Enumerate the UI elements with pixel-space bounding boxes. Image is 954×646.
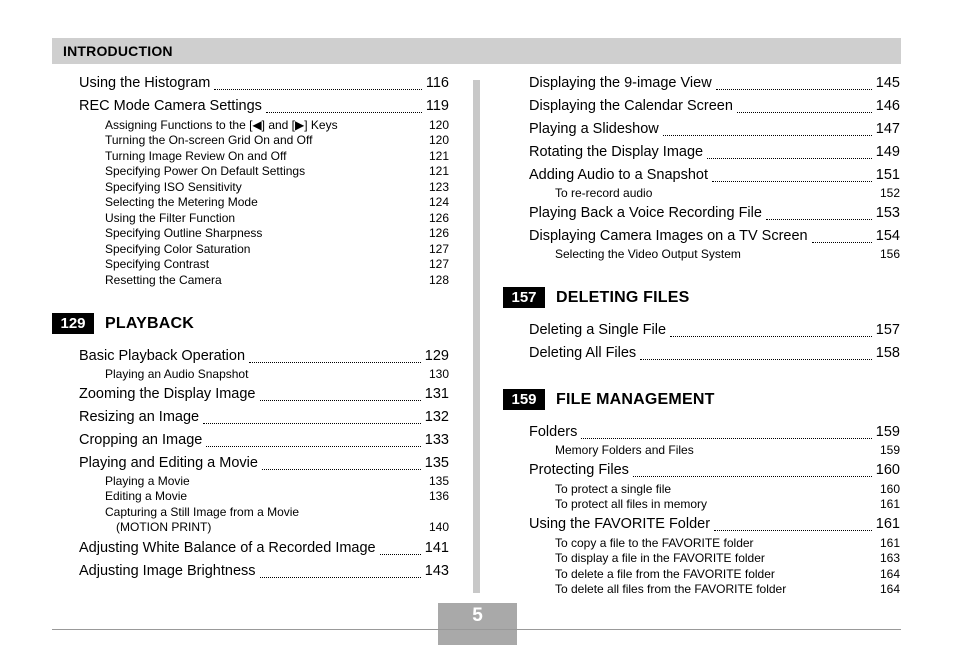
- leader-dots: [766, 219, 872, 220]
- section-title: PLAYBACK: [105, 314, 195, 332]
- toc-entry-title: Cropping an Image: [79, 432, 203, 448]
- toc-entry[interactable]: [79, 98, 449, 118]
- toc-entry[interactable]: [79, 455, 449, 475]
- toc-entry-title: Deleting All Files: [529, 345, 637, 361]
- toc-entry-title: To delete all files from the FAVORITE folder: [555, 582, 787, 596]
- leader-dots: [249, 362, 421, 363]
- toc-entry[interactable]: [529, 424, 900, 444]
- toc-entry-page: 161: [875, 516, 900, 532]
- toc-entry-page: 120: [428, 133, 449, 147]
- leader-dots: [640, 359, 872, 360]
- leader-dots: [581, 438, 871, 439]
- toc-entry-page: 160: [875, 462, 900, 478]
- toc-entry[interactable]: [79, 540, 449, 560]
- toc-entry[interactable]: [79, 386, 449, 406]
- toc-entry[interactable]: [79, 563, 449, 583]
- toc-subentry[interactable]: [105, 505, 449, 521]
- toc-entry-title: Specifying Color Saturation: [105, 242, 251, 256]
- toc-entry-title: Assigning Functions to the [◀] and [▶] Keys: [105, 118, 338, 132]
- toc-entry[interactable]: [529, 75, 900, 95]
- leader-dots: [262, 469, 421, 470]
- column-divider: [473, 80, 480, 593]
- section-page-badge: 157: [503, 287, 545, 308]
- leader-dots: [633, 476, 872, 477]
- toc-entry-page: 145: [875, 75, 900, 91]
- toc-entry-page: 133: [424, 432, 449, 448]
- toc-entry-page: 130: [428, 367, 449, 381]
- toc-entry-page: 135: [428, 474, 449, 488]
- toc-subentry[interactable]: [555, 247, 900, 263]
- toc-entry-page: 128: [428, 273, 449, 287]
- toc-entry[interactable]: [529, 462, 900, 482]
- toc-entry-title: Deleting a Single File: [529, 322, 667, 338]
- toc-entry-title: (MOTION PRINT): [116, 520, 212, 534]
- toc-subentry[interactable]: [555, 567, 900, 583]
- toc-subentry[interactable]: [555, 443, 900, 459]
- toc-entry-title: Specifying Outline Sharpness: [105, 226, 263, 240]
- toc-subentry[interactable]: [105, 273, 449, 289]
- section-heading[interactable]: [503, 389, 715, 410]
- toc-entry-page: 159: [879, 443, 900, 457]
- toc-entry-title: Resetting the Camera: [105, 273, 222, 287]
- toc-entry-title: Adding Audio to a Snapshot: [529, 167, 708, 183]
- toc-entry-title: To display a file in the FAVORITE folder: [555, 551, 765, 565]
- toc-entry-page: 131: [424, 386, 449, 402]
- toc-entry-title: Specifying Contrast: [105, 257, 210, 271]
- toc-entry-page: 136: [428, 489, 449, 503]
- toc-entry-title: Rotating the Display Image: [529, 144, 704, 160]
- leader-dots: [214, 89, 422, 90]
- toc-entry-page: 140: [428, 520, 449, 534]
- toc-entry-page: 161: [879, 536, 900, 550]
- toc-entry-page: 151: [875, 167, 900, 183]
- toc-entry-page: 121: [428, 164, 449, 178]
- toc-subentry[interactable]: [555, 551, 900, 567]
- toc-entry-title: To re-record audio: [555, 186, 653, 200]
- toc-entry-title: Selecting the Video Output System: [555, 247, 741, 261]
- section-title: FILE MANAGEMENT: [556, 390, 715, 408]
- toc-entry-page: 119: [425, 98, 449, 114]
- toc-subentry[interactable]: [555, 186, 900, 202]
- toc-entry-page: 123: [428, 180, 449, 194]
- toc-entry-title: Folders: [529, 424, 578, 440]
- header-title: INTRODUCTION: [63, 43, 173, 59]
- toc-entry-page: 116: [425, 75, 449, 91]
- toc-entry[interactable]: [79, 409, 449, 429]
- toc-entry-page: 163: [879, 551, 900, 565]
- section-title: DELETING FILES: [556, 288, 690, 306]
- leader-dots: [206, 446, 420, 447]
- toc-entry-title: Protecting Files: [529, 462, 629, 478]
- leader-dots: [260, 400, 421, 401]
- toc-entry-page: 164: [879, 582, 900, 596]
- toc-entry[interactable]: [529, 121, 900, 141]
- leader-dots: [737, 112, 872, 113]
- leader-dots: [266, 112, 422, 113]
- toc-subentry[interactable]: [555, 497, 900, 513]
- leader-dots: [203, 423, 421, 424]
- leader-dots: [712, 181, 872, 182]
- toc-entry[interactable]: [529, 228, 900, 248]
- toc-entry-title: Turning the On-screen Grid On and Off: [105, 133, 313, 147]
- toc-entry-title: REC Mode Camera Settings: [79, 98, 262, 114]
- toc-entry-page: 141: [424, 540, 449, 556]
- toc-entry-title: Playing and Editing a Movie: [79, 455, 258, 471]
- toc-subentry[interactable]: [555, 536, 900, 552]
- section-heading[interactable]: [52, 313, 194, 334]
- toc-entry-title: Using the Filter Function: [105, 211, 236, 225]
- toc-subentry[interactable]: [105, 118, 449, 134]
- section-page-badge: 159: [503, 389, 545, 410]
- toc-entry-title: Memory Folders and Files: [555, 443, 694, 457]
- toc-entry-title: Resizing an Image: [79, 409, 200, 425]
- section-heading[interactable]: [503, 287, 689, 308]
- toc-entry-page: 127: [428, 257, 449, 271]
- toc-subentry[interactable]: [105, 149, 449, 165]
- toc-subentry[interactable]: [105, 180, 449, 196]
- toc-entry-page: 126: [428, 226, 449, 240]
- page-number-tab: [438, 603, 517, 645]
- toc-entry-title: Specifying ISO Sensitivity: [105, 180, 242, 194]
- toc-entry-title: Displaying the 9-image View: [529, 75, 712, 91]
- toc-subentry[interactable]: [555, 482, 900, 498]
- toc-entry-page: 154: [875, 228, 900, 244]
- leader-dots: [380, 554, 421, 555]
- leader-dots: [812, 242, 872, 243]
- toc-entry[interactable]: [529, 205, 900, 225]
- leader-dots: [714, 530, 872, 531]
- leader-dots: [663, 135, 872, 136]
- toc-entry-page: 124: [428, 195, 449, 209]
- toc-entry-title: To copy a file to the FAVORITE folder: [555, 536, 754, 550]
- toc-entry-title: Adjusting White Balance of a Recorded Image: [79, 540, 376, 556]
- toc-entry-page: 132: [424, 409, 449, 425]
- toc-entry-title: Turning Image Review On and Off: [105, 149, 287, 163]
- page-number: 5: [472, 605, 483, 626]
- toc-entry-title: Displaying the Calendar Screen: [529, 98, 733, 114]
- toc-entry[interactable]: [529, 167, 900, 187]
- toc-entry-page: 127: [428, 242, 449, 256]
- toc-entry[interactable]: [529, 98, 900, 118]
- toc-entry-title: Using the Histogram: [79, 75, 211, 91]
- toc-entry[interactable]: [529, 322, 900, 342]
- toc-entry-title: Playing an Audio Snapshot: [105, 367, 249, 381]
- toc-entry-page: 126: [428, 211, 449, 225]
- toc-entry-page: 153: [875, 205, 900, 221]
- toc-entry[interactable]: [79, 348, 449, 368]
- toc-entry-page: 158: [875, 345, 900, 361]
- header-bar: [52, 38, 901, 64]
- toc-subentry[interactable]: [105, 133, 449, 149]
- toc-entry-title: Editing a Movie: [105, 489, 188, 503]
- toc-entry-page: 149: [875, 144, 900, 160]
- toc-entry[interactable]: [79, 432, 449, 452]
- toc-entry-page: 152: [879, 186, 900, 200]
- toc-entry-title: Capturing a Still Image from a Movie: [105, 505, 300, 519]
- toc-entry-page: 120: [428, 118, 449, 132]
- section-page-badge: 129: [52, 313, 94, 334]
- toc-subentry[interactable]: [555, 582, 900, 598]
- toc-entry-page: 129: [424, 348, 449, 364]
- toc-entry-title: Playing a Slideshow: [529, 121, 659, 137]
- toc-entry-title: Playing Back a Voice Recording File: [529, 205, 762, 221]
- toc-entry-title: To delete a file from the FAVORITE folder: [555, 567, 775, 581]
- toc-entry[interactable]: [529, 144, 900, 164]
- toc-entry-page: 159: [875, 424, 900, 440]
- toc-entry-page: 135: [424, 455, 449, 471]
- toc-subentry[interactable]: [105, 226, 449, 242]
- toc-entry-title: Specifying Power On Default Settings: [105, 164, 306, 178]
- toc-entry-page: 147: [875, 121, 900, 137]
- toc-subentry[interactable]: [105, 195, 449, 211]
- toc-entry-page: 160: [879, 482, 900, 496]
- toc-entry-page: 146: [875, 98, 900, 114]
- toc-entry-title: Playing a Movie: [105, 474, 190, 488]
- toc-entry-title: Zooming the Display Image: [79, 386, 256, 402]
- leader-dots: [707, 158, 872, 159]
- leader-dots: [716, 89, 872, 90]
- leader-dots: [670, 336, 872, 337]
- toc-subentry[interactable]: [116, 520, 449, 536]
- toc-entry-page: 121: [428, 149, 449, 163]
- toc-entry-title: Basic Playback Operation: [79, 348, 246, 364]
- toc-entry-title: To protect a single file: [555, 482, 672, 496]
- toc-subentry[interactable]: [105, 257, 449, 273]
- toc-entry-title: Displaying Camera Images on a TV Screen: [529, 228, 808, 244]
- toc-entry-title: Selecting the Metering Mode: [105, 195, 258, 209]
- toc-entry-page: 157: [875, 322, 900, 338]
- toc-subentry[interactable]: [105, 474, 449, 490]
- toc-entry[interactable]: [529, 345, 900, 365]
- toc-entry-page: 161: [879, 497, 900, 511]
- toc-entry-title: To protect all files in memory: [555, 497, 708, 511]
- toc-subentry[interactable]: [105, 367, 449, 383]
- toc-entry[interactable]: [79, 75, 449, 95]
- leader-dots: [260, 577, 421, 578]
- toc-subentry[interactable]: [105, 211, 449, 227]
- toc-entry-page: 164: [879, 567, 900, 581]
- toc-entry-title: Adjusting Image Brightness: [79, 563, 256, 579]
- toc-entry-page: 143: [424, 563, 449, 579]
- toc-subentry[interactable]: [105, 242, 449, 258]
- toc-entry-page: 156: [879, 247, 900, 261]
- toc-entry-title: Using the FAVORITE Folder: [529, 516, 711, 532]
- toc-entry[interactable]: [529, 516, 900, 536]
- toc-subentry[interactable]: [105, 489, 449, 505]
- toc-subentry[interactable]: [105, 164, 449, 180]
